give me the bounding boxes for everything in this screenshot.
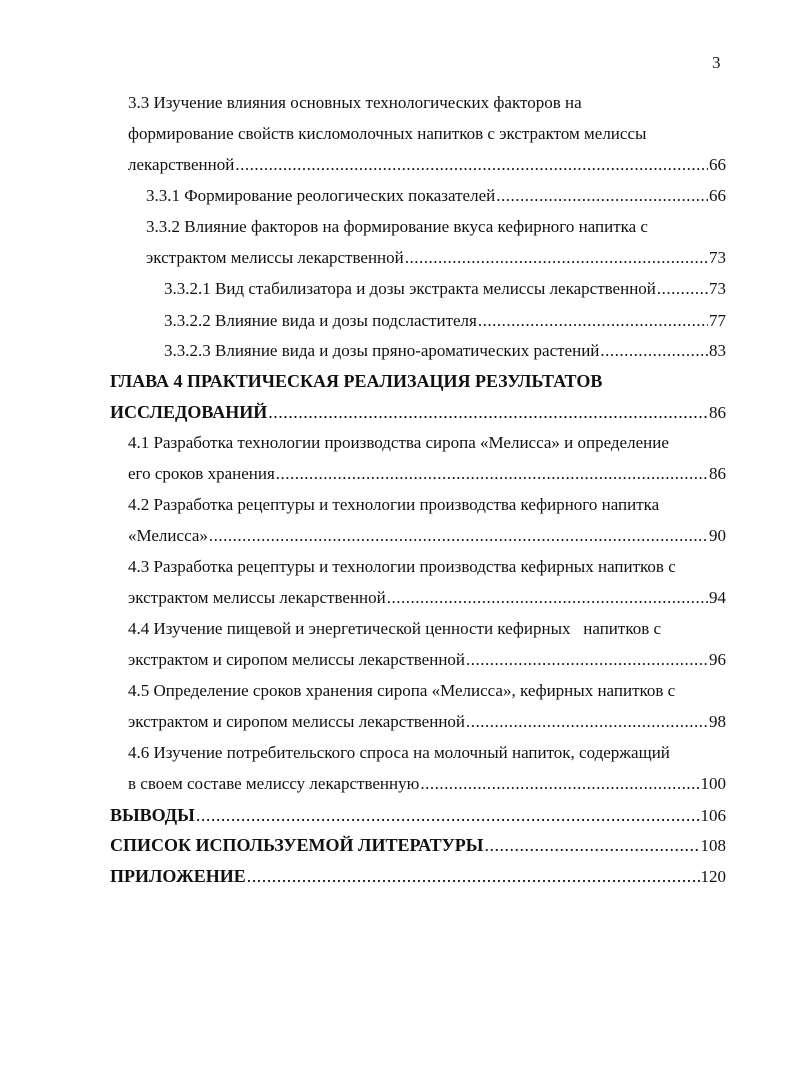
toc-entry-text: формирование свойств кисломолочных напитков с экстрактом мелиссы: [128, 124, 647, 143]
toc-line: [128, 464, 726, 484]
toc-entry-text: «Мелисса»: [128, 526, 208, 545]
toc-entry-text: 3.3 Изучение влияния основных технологических факторов на: [128, 93, 582, 112]
toc-line: [110, 805, 726, 826]
toc-line: [128, 743, 670, 763]
dot-leader: [466, 650, 708, 670]
toc-entry-text: 4.5 Определение сроков хранения сиропа «Мелисса», кефирных напитков с: [128, 681, 676, 700]
toc-line: [164, 341, 726, 361]
toc-line: [128, 712, 726, 732]
toc-line: [128, 526, 726, 546]
toc-entry-text: 3.3.2.3 Влияние вида и дозы пряно-ароматических растений: [164, 341, 600, 360]
dot-leader: [405, 248, 708, 268]
toc-chapter-heading: ВЫВОДЫ: [110, 805, 195, 825]
toc-chapter-heading: СПИСОК ИСПОЛЬЗУЕМОЙ ЛИТЕРАТУРЫ: [110, 835, 484, 855]
toc-entry-text: 4.1 Разработка технологии производства сиропа «Мелисса» и определение: [128, 433, 669, 452]
toc-line: [110, 371, 602, 391]
toc-chapter-heading: ГЛАВА 4 ПРАКТИЧЕСКАЯ РЕАЛИЗАЦИЯ РЕЗУЛЬТАТОВ: [110, 371, 603, 391]
toc-entry-text: 3.3.2.1 Вид стабилизатора и дозы экстракта мелиссы лекарственной: [164, 279, 656, 298]
toc-line: [110, 866, 726, 887]
dot-leader: [196, 805, 700, 825]
dot-leader: [268, 402, 708, 422]
toc-line: [146, 217, 648, 237]
toc-chapter-heading: ПРИЛОЖЕНИЕ: [110, 866, 246, 886]
toc-line: [164, 279, 726, 299]
toc-line: [146, 186, 726, 206]
toc-entry-text: 4.4 Изучение пищевой и энергетической ценности кефирных напитков с: [128, 619, 662, 638]
toc-entry-text: экстрактом мелиссы лекарственной: [146, 248, 404, 267]
toc-entry-text: 3.3.2 Влияние факторов на формирование вкуса кефирного напитка с: [146, 217, 648, 236]
dot-leader: [420, 774, 699, 794]
toc-line: [164, 311, 726, 331]
toc-page-number: 90: [709, 526, 726, 545]
toc-entry-text: в своем составе мелиссу лекарственную: [128, 774, 420, 793]
toc-page-number: 94: [709, 588, 726, 607]
toc-page-number: 106: [700, 806, 726, 825]
toc-line: [146, 248, 726, 268]
toc-entry-text: экстрактом мелиссы лекарственной: [128, 588, 386, 607]
toc-line: [110, 835, 726, 856]
toc-page-number: 77: [709, 311, 726, 330]
page-number: 3: [712, 53, 721, 72]
toc-page-number: 86: [709, 464, 726, 483]
toc-page-number: 83: [709, 341, 726, 360]
toc-line: [128, 93, 582, 113]
toc-page-number: 73: [709, 248, 726, 267]
dot-leader: [657, 279, 708, 299]
toc-page-number: 66: [709, 186, 726, 205]
toc-page-number: 86: [709, 403, 726, 422]
dot-leader: [247, 866, 700, 886]
toc-line: [110, 402, 726, 423]
toc-entry-text: его сроков хранения: [128, 464, 275, 483]
toc-page-number: 100: [700, 774, 726, 793]
toc-entry-text: лекарственной: [128, 155, 235, 174]
toc-page-number: 98: [709, 712, 726, 731]
toc-page-number: 108: [700, 836, 726, 855]
toc-entry-text: 3.3.1 Формирование реологических показателей: [146, 186, 496, 205]
toc-line: [128, 557, 676, 577]
toc-page-number: 73: [709, 279, 726, 298]
toc-line: [128, 155, 726, 175]
toc-line: [128, 433, 669, 453]
toc-chapter-heading: ИССЛЕДОВАНИЙ: [110, 402, 268, 422]
dot-leader: [235, 155, 708, 175]
dot-leader: [209, 526, 708, 546]
dot-leader: [600, 341, 708, 361]
toc-entry-text: экстрактом и сиропом мелиссы лекарственной: [128, 650, 466, 669]
toc-line: [128, 681, 675, 701]
toc-entry-text: 4.2 Разработка рецептуры и технологии производства кефирного напитка: [128, 495, 660, 514]
toc-page-number: 96: [709, 650, 726, 669]
dot-leader: [478, 311, 708, 331]
dot-leader: [496, 186, 708, 206]
toc-page-number: 120: [700, 867, 726, 886]
toc-page-number: 66: [709, 155, 726, 174]
dot-leader: [466, 712, 708, 732]
toc-line: [128, 588, 726, 608]
toc-line: [128, 495, 659, 515]
dot-leader: [276, 464, 708, 484]
toc-line: [128, 124, 646, 144]
toc-entry-text: 4.6 Изучение потребительского спроса на молочный напиток, содержащий: [128, 743, 670, 762]
toc-line: [128, 774, 726, 794]
toc-entry-text: 4.3 Разработка рецептуры и технологии производства кефирных напитков с: [128, 557, 676, 576]
toc-entry-text: экстрактом и сиропом мелиссы лекарственной: [128, 712, 466, 731]
dot-leader: [387, 588, 708, 608]
toc-line: [128, 619, 661, 639]
dot-leader: [484, 835, 699, 855]
toc-line: [128, 650, 726, 670]
toc-entry-text: 3.3.2.2 Влияние вида и дозы подсластителя: [164, 311, 477, 330]
